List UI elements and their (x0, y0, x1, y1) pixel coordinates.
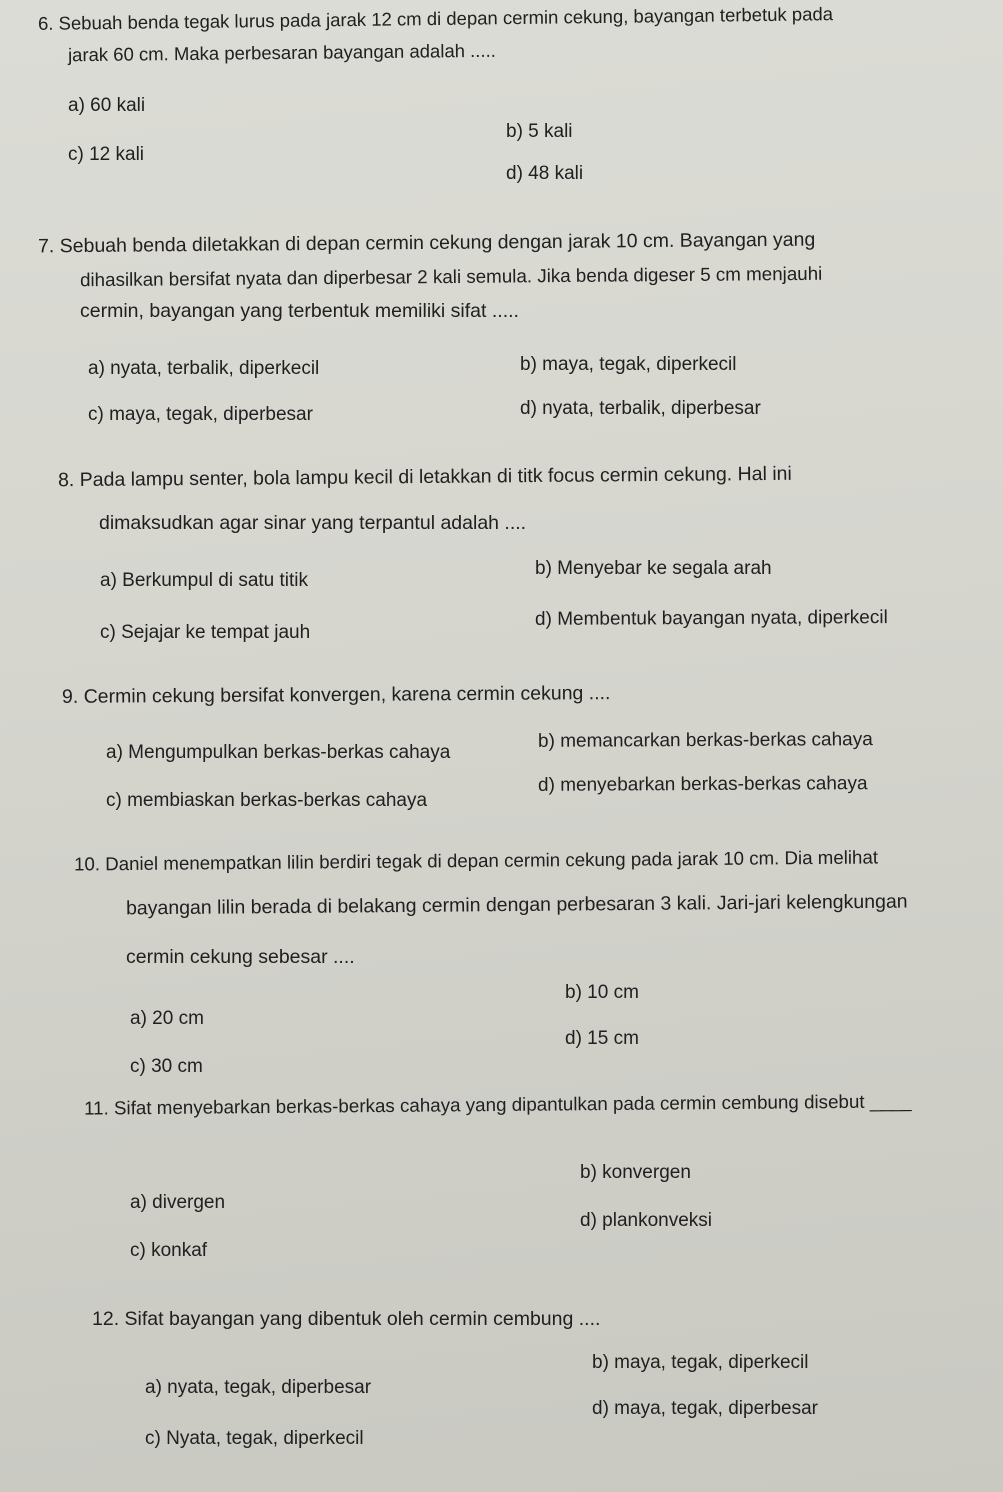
question-8-line-1: 8. Pada lampu senter, bola lampu kecil di letakkan di titk focus cermin cekung. Hal ini (57, 462, 792, 492)
question-9-line-1: 9. Cermin cekung bersifat konvergen, karena cermin cekung .... (61, 682, 611, 708)
question-7-option-b: b) maya, tegak, diperkecil (520, 354, 737, 375)
question-9-option-c: c) membiaskan berkas-berkas cahaya (106, 790, 428, 811)
question-8-option-d: d) Membentuk bayangan nyata, diperkecil (534, 607, 888, 630)
question-6-option-a: a) 60 kali (68, 95, 146, 116)
question-10-line-3: cermin cekung sebesar .... (126, 946, 355, 968)
question-11-option-d: d) plankonveksi (580, 1210, 713, 1231)
question-7-line-1: 7. Sebuah benda diletakkan di depan cermin cekung dengan jarak 10 cm. Bayangan yang (37, 228, 816, 258)
question-8-option-c: c) Sejajar ke tempat jauh (100, 622, 311, 643)
question-9-option-d: d) menyebarkan berkas-berkas cahaya (537, 773, 868, 796)
question-6-option-b: b) 5 kali (506, 121, 573, 142)
question-6-line-2: jarak 60 cm. Maka perbesaran bayangan adalah ..... (67, 39, 496, 66)
question-11-option-a: a) divergen (130, 1192, 226, 1213)
question-11-option-b: b) konvergen (580, 1162, 691, 1183)
question-10-option-b: b) 10 cm (565, 982, 639, 1003)
question-10-option-a: a) 20 cm (130, 1008, 204, 1029)
question-10-option-d: d) 15 cm (565, 1028, 639, 1049)
question-12-line-1: 12. Sifat bayangan yang dibentuk oleh cermin cembung .... (92, 1308, 601, 1330)
question-7-line-2: dihasilkan bersifat nyata dan diperbesar 2 kali semula. Jika benda digeser 5 cm menjauhi (79, 262, 823, 291)
question-9-option-a: a) Mengumpulkan berkas-berkas cahaya (106, 742, 451, 763)
question-7-option-c: c) maya, tegak, diperbesar (88, 404, 313, 425)
question-12-option-d: d) maya, tegak, diperbesar (592, 1398, 819, 1419)
question-12-option-b: b) maya, tegak, diperkecil (592, 1352, 809, 1373)
question-7-option-d: d) nyata, terbalik, diperbesar (520, 398, 761, 419)
question-6-line-1: 6. Sebuah benda tegak lurus pada jarak 12 cm di depan cermin cekung, bayangan terbetuk pada (37, 3, 834, 34)
question-7-line-3: cermin, bayangan yang terbentuk memiliki sifat ..... (80, 300, 519, 322)
question-11-line-1: 11. Sifat menyebarkan berkas-berkas cahaya yang dipantulkan pada cermin cembung disebut ____ (83, 1090, 912, 1119)
question-7-option-a: a) nyata, terbalik, diperkecil (88, 358, 320, 379)
question-9-option-b: b) memancarkan berkas-berkas cahaya (537, 729, 873, 752)
question-10-line-2: bayangan lilin berada di belakang cermin dengan perbesaran 3 kali. Jari-jari kelengkungan (125, 890, 908, 920)
question-12-option-c: c) Nyata, tegak, diperkecil (145, 1428, 364, 1449)
question-11-option-c: c) konkaf (130, 1240, 208, 1261)
question-8-option-a: a) Berkumpul di satu titik (100, 570, 309, 591)
question-6-option-c: c) 12 kali (68, 144, 145, 165)
question-6-option-d: d) 48 kali (506, 163, 584, 184)
question-10-option-c: c) 30 cm (130, 1056, 203, 1077)
question-8-option-b: b) Menyebar ke segala arah (535, 558, 772, 579)
question-10-line-1: 10. Daniel menempatkan lilin berdiri tegak di depan cermin cekung pada jarak 10 cm. Dia melihat (73, 846, 879, 875)
question-8-line-2: dimaksudkan agar sinar yang terpantul adalah .... (99, 512, 527, 534)
question-12-option-a: a) nyata, tegak, diperbesar (145, 1377, 372, 1398)
